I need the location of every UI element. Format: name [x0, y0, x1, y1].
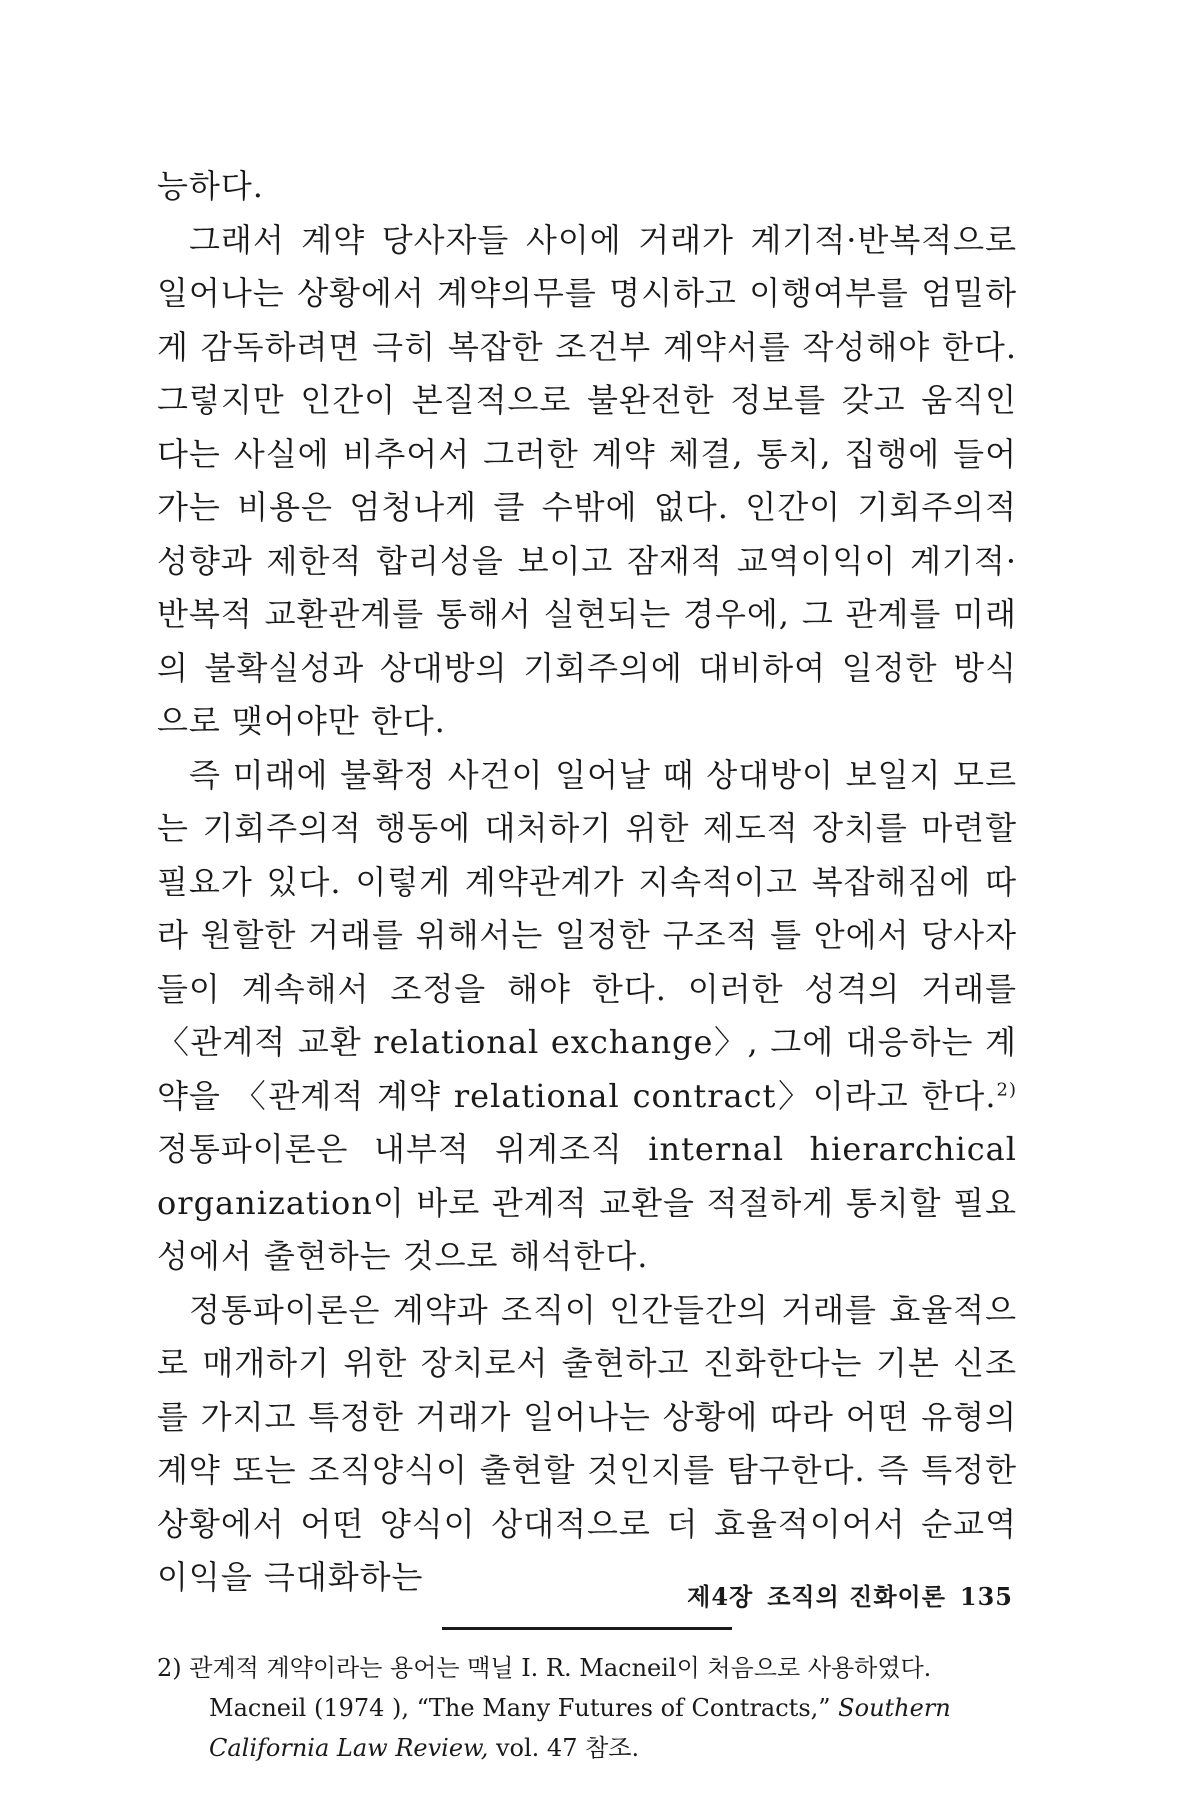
paragraph-3: [157, 749, 1017, 1284]
body-text: [157, 160, 1017, 1605]
footer-title: 조직의 진화이론: [767, 1582, 946, 1611]
paragraph-3-tail: 정통파이론은 내부적 위계조직 internal hierarchical organization이 바로 관계적 교환을 적절하게 통치할 필요성에서 출현하는 것으로 해석한다.: [157, 1130, 1017, 1275]
page-content: [157, 160, 1017, 1768]
running-footer: [653, 1577, 1013, 1612]
footnote: [157, 1648, 1017, 1768]
paragraph-4: 정통파이론은 계약과 조직이 인간들간의 거래를 효율적으로 매개하기 위한 장치로서 출현하고 진화한다는 기본 신조를 가지고 특정한 거래가 일어나는 상황에 따라 어떤 유형의 계약 또는 조직양식이 출현할 것인지를 탐구한다. 즉 특정한 상황에서 어떤 양식이 상대적으로 더 효율적이어서 순교역이익을 극대화하는: [157, 1290, 1017, 1596]
footer-chapter: 제4장: [687, 1582, 754, 1611]
paragraph-1: 능하다.: [157, 167, 264, 205]
paragraph-3-text: 즉 미래에 불확정 사건이 일어날 때 상대방이 보일지 모르는 기회주의적 행동에 대처하기 위한 제도적 장치를 마련할 필요가 있다. 이렇게 계약관계가 지속적이고 복잡해짐에 따라 원할한 거래를 위해서는 일정한 구조적 틀 안에서 당사자들이 계속해서 조정을 해야 한다. 이러한 성격의 거래를 〈관계적 교환 relational exchange〉, 그에 대응하는 계약을 〈관계적 계약 relational contract〉이라고 한다.: [157, 755, 1017, 1115]
footnote-reference[interactable]: 2): [996, 1078, 1017, 1100]
paragraph-2: 그래서 계약 당사자들 사이에 거래가 계기적·반복적으로 일어나는 상황에서 계약의무를 명시하고 이행여부를 엄밀하게 감독하려면 극히 복잡한 조건부 계약서를 작성해야 한다. 그렇지만 인간이 본질적으로 불완전한 정보를 갖고 움직인다는 사실에 비추어서 그러한 계약 체결, 통치, 집행에 들어가는 비용은 엄청나게 클 수밖에 없다. 인간이 기회주의적 성향과 제한적 합리성을 보이고 잠재적 교역이익이 계기적·반복적 교환관계를 통해서 실현되는 경우에, 그 관계를 미래의 불확실성과 상대방의 기회주의에 대비하여 일정한 방식으로 맺어야만 한다.: [157, 220, 1017, 740]
footnote-number: 2): [157, 1653, 182, 1682]
page-number: 135: [959, 1582, 1013, 1611]
footnote-journal: Southern California Law Review,: [209, 1693, 951, 1762]
footnote-divider: [442, 1627, 732, 1630]
footnote-text-1: 관계적 계약이라는 용어는 맥닐 I. R. Macneil이 처음으로 사용하였다. Macneil (1974 ), “The Many Futures of Contracts,”: [189, 1653, 932, 1722]
footnote-text-2: vol. 47 참조.: [488, 1733, 640, 1762]
